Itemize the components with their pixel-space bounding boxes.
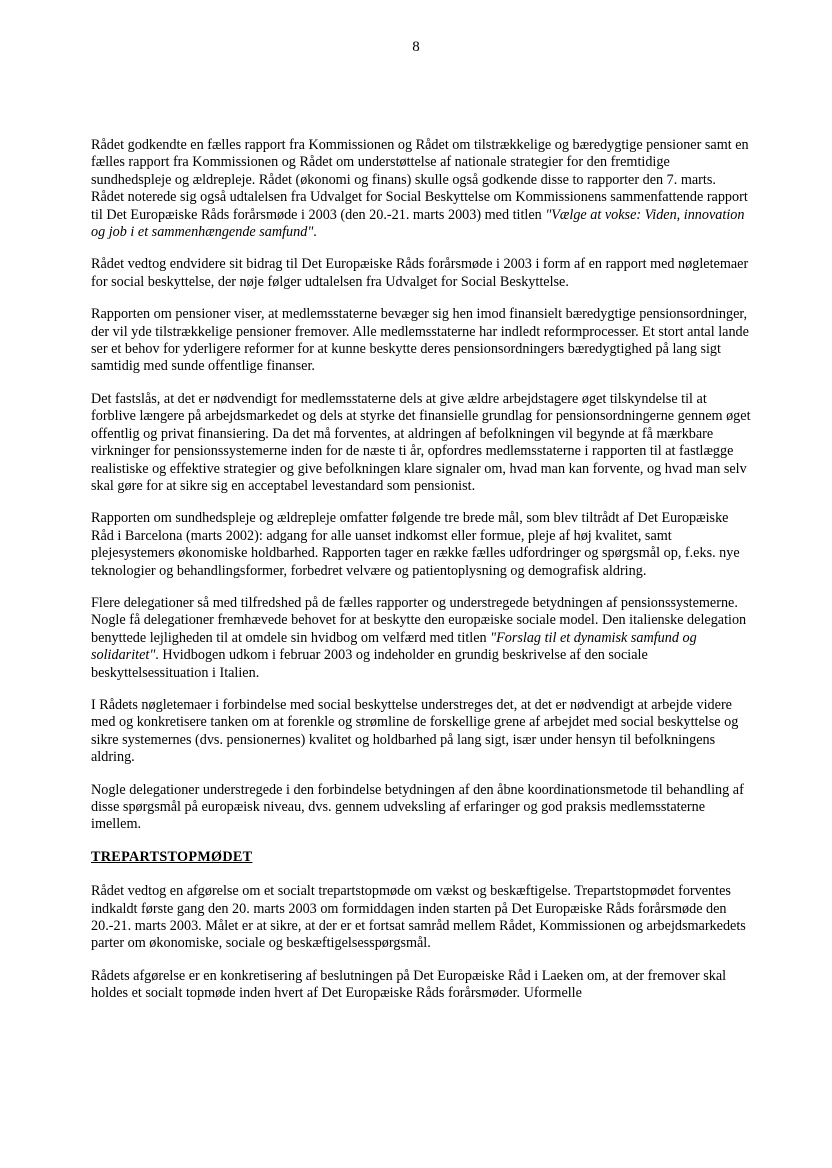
whitepaper-title-italic: "Forslag til et dynamisk samfund og solidaritet" <box>91 629 697 664</box>
paragraph-text-end: . <box>313 224 317 241</box>
paragraph-text: Flere delegationer så med tilfredshed på de fælles rapporter og understregede betydningen af pensionssystemerne. Nogle få delegationer fremhævede behovet for at beskytte den europæiske sociale model. Den italienske delegation benyttede lejligheden til at omdele sin hvidbog om velfærd med titlen <box>91 594 747 646</box>
section-heading: TREPARTSTOPMØDET <box>91 848 253 865</box>
document-body <box>91 137 751 1018</box>
paragraph-8: Nogle delegationer understregede i den forbindelse betydningen af den åbne koordinationsmetode til behandling af disse spørgsmål på europæisk niveau, dvs. gennem udveksling af erfaringer og god praksis medlemsstaterne imellem. <box>91 781 744 833</box>
paragraph-1 <box>91 137 751 241</box>
paragraph-2: Rådet vedtog endvidere sit bidrag til Det Europæiske Råds forårsmøde i 2003 i form af en rapport med nøgletemaer for social beskyttelse, der nøje følger udtalelsen fra Udvalget for Social Beskyttelse. <box>91 256 749 290</box>
paragraph-10: Rådets afgørelse er en konkretisering af beslutningen på Det Europæiske Råd i Laeken om, at der fremover skal holdes et socialt topmøde inden hvert af Det Europæiske Råds forårsmøder. Uformelle <box>91 967 727 1002</box>
paragraph-7: I Rådets nøgletemaer i forbindelse med social beskyttelse understreges det, at det er nødvendigt at arbejde videre med og konkretisere tanken om at forenkle og strømline de forskellige grene af arbejdet med social beskyttelse og sikre systemernes (dvs. pensionernes) kvalitet og holdbarhed på lang sigt, især under hensyn til befolkningens aldring. <box>91 696 739 766</box>
paragraph-text-end: . Hvidbogen udkom i februar 2003 og indeholder en grundig beskrivelse af den sociale beskyttelsessituation i Italien. <box>91 647 648 681</box>
paragraph-5: Rapporten om sundhedspleje og ældrepleje omfatter følgende tre brede mål, som blev tiltrådt af Det Europæiske Råd i Barcelona (marts 2002): adgang for alle uanset indkomst eller formue, pleje af høj kvalitet, samt plejesystemers økonomiske holdbarhed. Rapporten tager en række fælles udfordringer og spørgsmål op, f.eks. nye teknologier og behandlingsformer, forbedret velvære og patientoplysning og demografisk aldring. <box>91 510 740 579</box>
report-title-italic: "Vælge at vokse: Viden, innovation og job i et sammenhængende samfund" <box>91 206 745 241</box>
paragraph-6 <box>91 595 751 682</box>
paragraph-4: Det fastslås, at det er nødvendigt for medlemsstaterne dels at give ældre arbejdstagere øget tilskyndelse til at forblive længere på arbejdsmarkedet og dels at styrke det finansielle grundlag for pensionsordningerne gennem øget offentlig og privat finansiering. Da det må forventes, at aldringen af befolkningen vil begynde at få mærkbare virkninger for pensionssystemerne inden for de næste ti år, opfordres medlemsstaterne i rapporten til at fastlægge realistiske og effektive strategier og give befolkningen klare signaler om, hvad man kan forvente, og hvad man selv skal gøre for at sikre sig en acceptabel levestandard som pensionist. <box>91 390 751 494</box>
paragraph-3: Rapporten om pensioner viser, at medlemsstaterne bevæger sig hen imod finansielt bæredygtige pensionsordninger, der vil yde tilstrækkelige pensioner fremover. Alle medlemsstaterne har indledt reformprocesser. Et stort antal lande ser et behov for yderligere reformer for at kunne beskytte deres pensionsordningers bæredygtighed på lang sigt samtidig med sunde offentlige finanser. <box>91 306 749 375</box>
page-number: 8 <box>412 39 420 55</box>
paragraph-text: Rådet godkendte en fælles rapport fra Kommissionen og Rådet om tilstrækkelige og bæredygtige pensioner samt en fælles rapport fra Kommissionen og Rådet om understøttelse af nationale strategier for den fremtidige sundhedspleje og ældrepleje. Rådet (økonomi og finans) skulle også godkende disse to rapporter den 7. marts. Rådet noterede sig også udtalelsen fra Udvalget for Social Beskyttelse om Kommissionens sammenfattende rapport til Det Europæiske Råds forårsmøde i 2003 (den 20.-21. marts 2003) med titlen <box>91 137 749 223</box>
paragraph-9: Rådet vedtog en afgørelse om et socialt trepartstopmøde om vækst og beskæftigelse. Trepartstopmødet forventes indkaldt første gang den 20. marts 2003 om formiddagen inden starten på Det Europæiske Råds forårsmøde den 20.-21. marts 2003. Målet er at sikre, at der er et fortsat samråd mellem Rådet, Kommissionen og arbejdsmarkedets parter om økonomiske, sociale og beskæftigelsesspørgsmål. <box>91 883 746 952</box>
